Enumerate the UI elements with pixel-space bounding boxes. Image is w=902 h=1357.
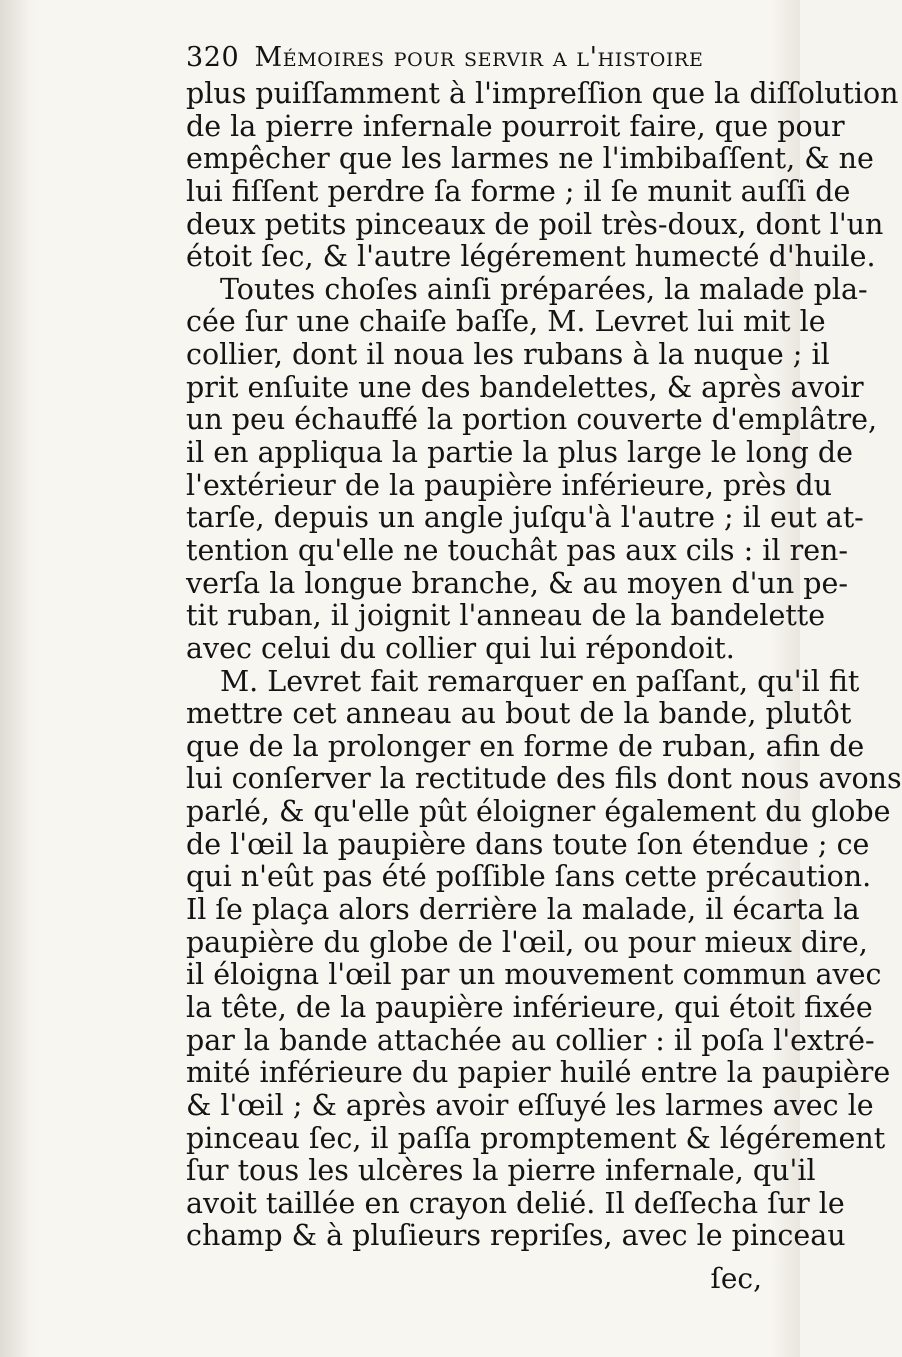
text-line: un peu échauffé la portion couverte d'emplâtre, <box>186 403 878 437</box>
text-line: mité inférieure du papier huilé entre la paupière <box>186 1056 891 1090</box>
text-line: & l'œil ; & après avoir eſſuyé les larmes avec le <box>186 1088 874 1122</box>
body-text <box>186 77 902 1253</box>
text-line: de l'œil la paupière dans toute ſon étendue ; ce <box>186 827 870 861</box>
text-line: de la pierre infernale pourroit faire, que pour <box>186 109 845 143</box>
text-line: champ & à pluſieurs repriſes, avec le pinceau <box>186 1219 846 1253</box>
catchword: ſec, <box>710 1262 762 1295</box>
text-line: empêcher que les larmes ne l'imbibaſſent, & ne <box>186 142 874 176</box>
page-gutter-shadow <box>0 0 30 1357</box>
text-line: que de la prolonger en forme de ruban, afin de <box>186 729 865 763</box>
text-line: tarſe, depuis un angle juſqu'à l'autre ; il eut at- <box>186 501 864 535</box>
text-line: plus puiſſamment à l'impreſſion que la diſſolution <box>186 77 899 110</box>
text-line: verſa la longue branche, & au moyen d'un pe- <box>186 566 849 600</box>
text-line: Toutes choſes ainſi préparées, la malade pla- <box>220 272 868 306</box>
text-line: étoit ſec, & l'autre légérement humecté d'huile. <box>186 240 876 274</box>
text-line: mettre cet anneau au bout de la bande, plutôt <box>186 697 852 731</box>
text-line: deux petits pinceaux de poil très-doux, dont l'un <box>186 207 884 241</box>
text-line: pinceau ſec, il paſſa promptement & légérement <box>186 1121 886 1155</box>
text-line: avoit taillée en crayon delié. Il deſſecha ſur le <box>186 1186 845 1220</box>
text-line: Il ſe plaça alors derrière la malade, il écarta la <box>186 893 860 927</box>
text-line: collier, dont il noua les rubans à la nuque ; il <box>186 338 830 372</box>
text-line: il en appliqua la partie la plus large le long de <box>186 436 853 470</box>
text-line: l'extérieur de la paupière inférieure, près du <box>186 468 833 502</box>
text-line: parlé, & qu'elle pût éloigner également du globe <box>186 795 891 829</box>
text-line: tit ruban, il joignit l'anneau de la bandelette <box>186 599 826 633</box>
page-number: 320 <box>186 42 240 73</box>
text-line: prit enſuite une des bandelettes, & après avoir <box>186 370 864 404</box>
running-title: Mémoires pour servir a l'histoire <box>254 42 704 73</box>
text-line: avec celui du collier qui lui répondoit. <box>186 631 735 665</box>
text-line: paupière du globe de l'œil, ou pour mieux dire, <box>186 925 868 959</box>
text-line: ſur tous les ulcères la pierre infernale, qu'il <box>186 1154 816 1188</box>
text-line: tention qu'elle ne touchât pas aux cils : il ren- <box>186 533 849 567</box>
text-line: cée ſur une chaiſe baſſe, M. Levret lui mit le <box>186 305 826 339</box>
text-line: par la bande attachée au collier : il poſa l'extré- <box>186 1023 875 1057</box>
text-line: M. Levret fait remarquer en paſſant, qu'il fit <box>220 664 860 698</box>
text-line: il éloigna l'œil par un mouvement commun avec <box>186 958 882 992</box>
text-line: la tête, de la paupière inférieure, qui étoit fixée <box>186 990 873 1024</box>
running-header <box>186 42 746 73</box>
text-line: lui fiſſent perdre ſa forme ; il ſe munit auſſi de <box>186 174 851 208</box>
text-line: qui n'eût pas été poſſible ſans cette précaution. <box>186 860 872 894</box>
text-line: lui conſerver la rectitude des fils dont nous avons <box>186 762 902 796</box>
